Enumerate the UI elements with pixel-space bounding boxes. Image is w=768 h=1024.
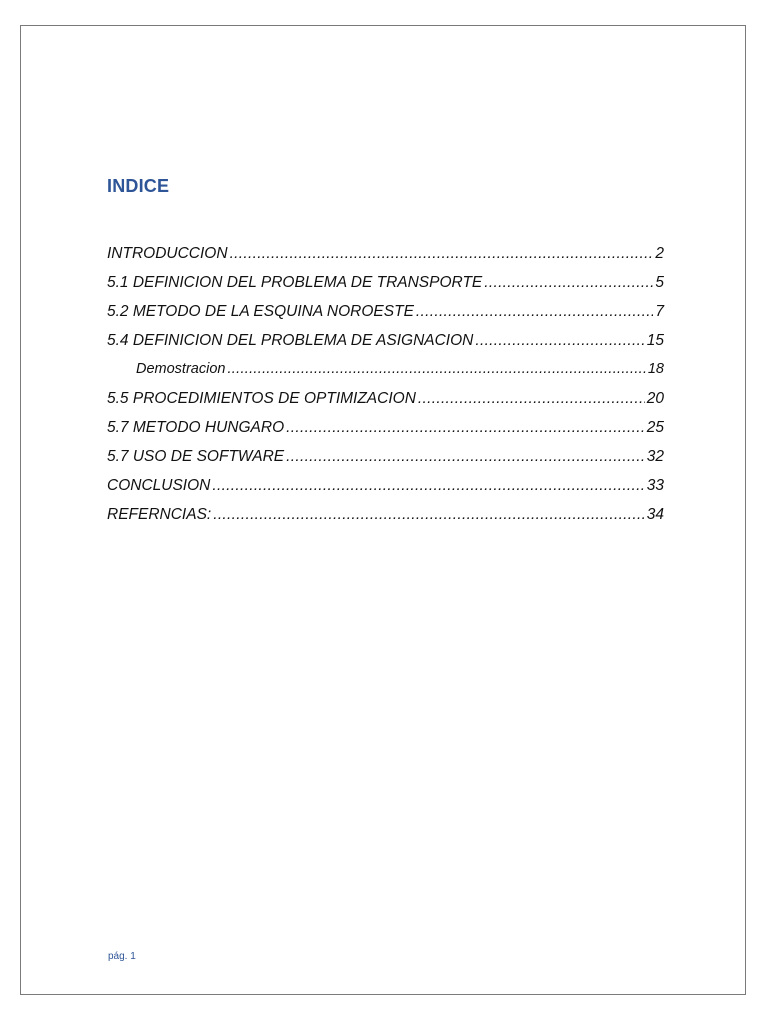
toc-dot-leader [286, 448, 645, 466]
toc-entry[interactable] [107, 390, 664, 419]
toc-entry-page: 5 [655, 274, 664, 291]
toc-entry[interactable] [107, 419, 664, 448]
toc-dot-leader [484, 274, 653, 292]
toc-entry-page: 20 [646, 390, 664, 407]
toc-dot-leader [213, 506, 645, 524]
page-number-footer: pág. 1 [108, 951, 136, 962]
toc-entry-label: 5.4 DEFINICION DEL PROBLEMA DE ASIGNACION [107, 332, 474, 349]
toc-entry-label: 5.2 METODO DE LA ESQUINA NOROESTE [107, 303, 414, 320]
document-page [20, 25, 746, 995]
toc-entry[interactable] [107, 361, 664, 390]
toc-dot-leader [212, 477, 644, 495]
toc-entry[interactable] [107, 274, 664, 303]
page-title: INDICE [107, 176, 170, 196]
toc-entry-label: 5.1 DEFINICION DEL PROBLEMA DE TRANSPORTE [107, 274, 483, 291]
toc-entry-label: CONCLUSION [107, 477, 211, 494]
toc-entry-label: 5.7 USO DE SOFTWARE [107, 448, 285, 465]
toc-entry[interactable] [107, 245, 664, 274]
toc-dot-leader [418, 390, 645, 408]
toc-entry-page: 33 [646, 477, 664, 494]
toc-entry[interactable] [107, 303, 664, 332]
toc-entry[interactable] [107, 448, 664, 477]
toc-entry-page: 25 [646, 419, 664, 436]
toc-entry-label: REFERNCIAS: [107, 506, 212, 523]
toc-entry[interactable] [107, 506, 664, 535]
toc-entry-page: 15 [646, 332, 664, 349]
toc-entry-page: 7 [655, 303, 664, 320]
toc-dot-leader [230, 245, 654, 263]
toc-entry[interactable] [107, 477, 664, 506]
toc-dot-leader [416, 303, 653, 321]
toc-entry-label: Demostracion [136, 361, 226, 377]
toc-entry-page: 32 [646, 448, 664, 465]
toc-entry[interactable] [107, 332, 664, 361]
table-of-contents [107, 245, 664, 535]
toc-dot-leader [475, 332, 644, 350]
toc-entry-page: 18 [647, 361, 664, 377]
toc-entry-label: 5.7 METODO HUNGARO [107, 419, 285, 436]
toc-entry-label: 5.5 PROCEDIMIENTOS DE OPTIMIZACION [107, 390, 416, 407]
toc-dot-leader [227, 361, 645, 377]
toc-entry-label: INTRODUCCION [107, 245, 228, 262]
toc-dot-leader [286, 419, 645, 437]
toc-entry-page: 34 [646, 506, 664, 523]
toc-entry-page: 2 [655, 245, 664, 262]
